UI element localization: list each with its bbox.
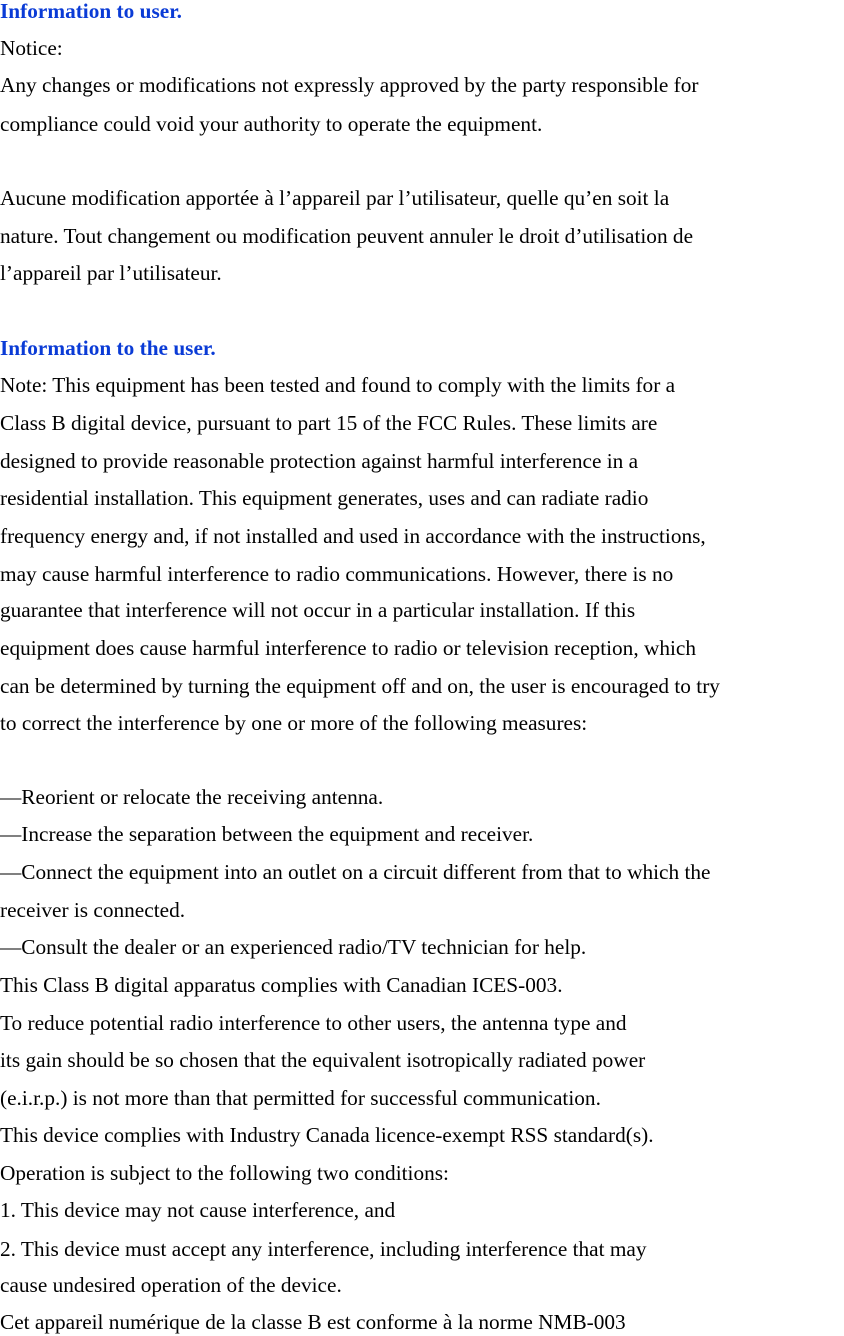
canada-condition-1: 1. This device may not cause interference, and xyxy=(0,1198,396,1222)
fcc-note-line-8: equipment does cause harmful interference to radio or television reception, which xyxy=(0,636,697,660)
canada-condition-2: 2. This device must accept any interference, including interference that may xyxy=(0,1237,647,1261)
canada-antenna-line-1: To reduce potential radio interference to other users, the antenna type and xyxy=(0,1011,627,1035)
fcc-note-line-10: to correct the interference by one or more of the following measures: xyxy=(0,711,588,735)
canada-rss-statement: This device complies with Industry Canada licence-exempt RSS standard(s). xyxy=(0,1123,654,1147)
measure-consult-dealer: —Consult the dealer or an experienced radio/TV technician for help. xyxy=(0,935,587,959)
measure-connect-outlet: —Connect the equipment into an outlet on a circuit different from that to which the xyxy=(0,860,711,884)
canada-antenna-line-2: its gain should be so chosen that the equivalent isotropically radiated power xyxy=(0,1048,646,1072)
canada-condition-2-cont: cause undesired operation of the device. xyxy=(0,1273,342,1297)
measure-connect-outlet-cont: receiver is connected. xyxy=(0,898,186,922)
fcc-note-line-6: may cause harmful interference to radio communications. However, there is no xyxy=(0,562,674,586)
notice-fr-line-2: nature. Tout changement ou modification peuvent annuler le droit d’utilisation de xyxy=(0,224,694,248)
notice-fr-line-3: l’appareil par l’utilisateur. xyxy=(0,261,222,285)
notice-label: Notice: xyxy=(0,36,63,60)
canada-antenna-line-3: (e.i.r.p.) is not more than that permitted for successful communication. xyxy=(0,1086,601,1110)
notice-en-line-1: Any changes or modifications not expressly approved by the party responsible for xyxy=(0,73,699,97)
notice-en-line-2: compliance could void your authority to operate the equipment. xyxy=(0,112,543,136)
heading-information-to-user: Information to user. xyxy=(0,0,183,23)
measure-increase-separation: —Increase the separation between the equipment and receiver. xyxy=(0,822,534,846)
fcc-note-line-2: Class B digital device, pursuant to part 15 of the FCC Rules. These limits are xyxy=(0,411,658,435)
heading-information-to-the-user: Information to the user. xyxy=(0,336,216,360)
fcc-note-line-3: designed to provide reasonable protection against harmful interference in a xyxy=(0,449,639,473)
canada-conditions-intro: Operation is subject to the following two conditions: xyxy=(0,1161,449,1185)
canada-ices-statement: This Class B digital apparatus complies with Canadian ICES-003. xyxy=(0,973,563,997)
fcc-note-line-4: residential installation. This equipment generates, uses and can radiate radio xyxy=(0,486,649,510)
fcc-note-line-9: can be determined by turning the equipment off and on, the user is encouraged to try xyxy=(0,674,720,698)
measure-reorient: —Reorient or relocate the receiving antenna. xyxy=(0,785,384,809)
fcc-note-line-7: guarantee that interference will not occur in a particular installation. If this xyxy=(0,598,636,622)
canada-nmb-statement: Cet appareil numérique de la classe B est conforme à la norme NMB-003 xyxy=(0,1310,626,1334)
notice-fr-line-1: Aucune modification apportée à l’appareil par l’utilisateur, quelle qu’en soit la xyxy=(0,186,670,210)
fcc-note-line-1: Note: This equipment has been tested and found to comply with the limits for a xyxy=(0,373,676,397)
fcc-note-line-5: frequency energy and, if not installed and used in accordance with the instructions, xyxy=(0,524,706,548)
